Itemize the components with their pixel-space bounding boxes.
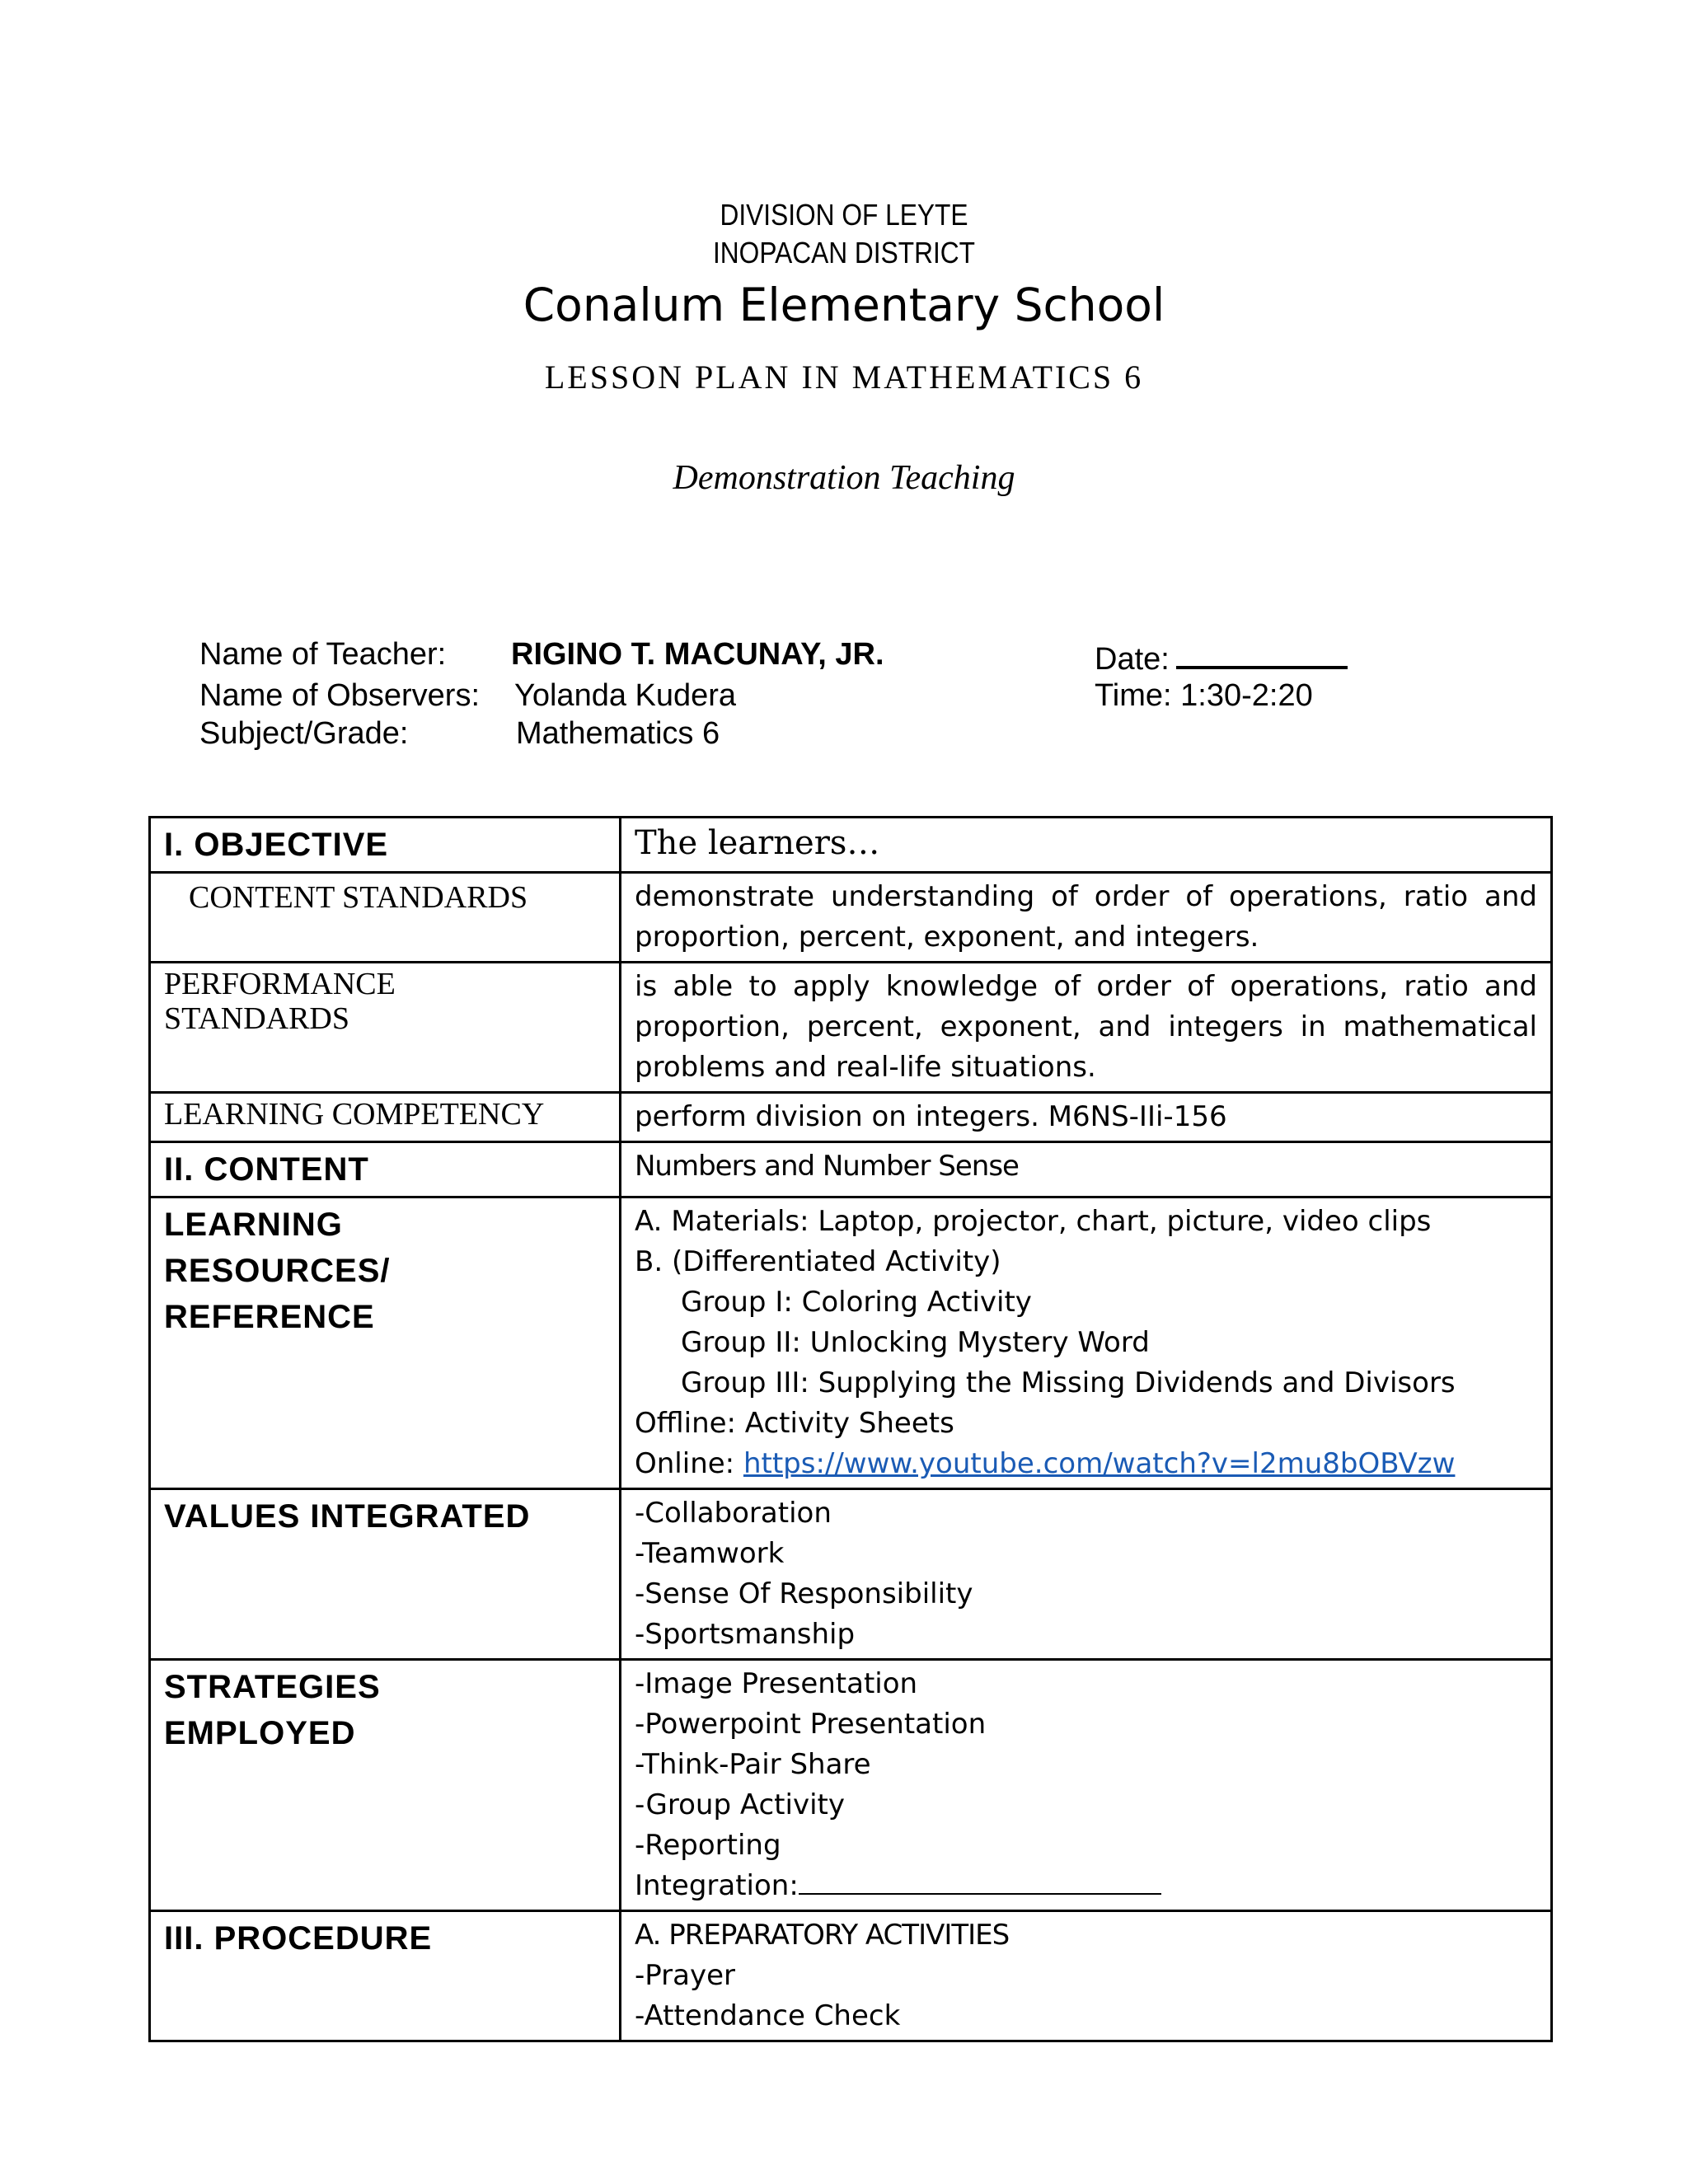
resources-label-cell xyxy=(150,1197,621,1489)
procedure-value-cell xyxy=(621,1911,1552,2041)
performance-standards-value: is able to apply knowledge of order of operations, ratio and proportion, percent, exponent, and integers in mathematical problems and real-life situations. xyxy=(635,970,1537,1084)
integration-line xyxy=(635,1866,1537,1906)
teacher-label: Name of Teacher: xyxy=(199,637,447,672)
table-row-performance-standards xyxy=(150,963,1552,1093)
strategies-item: -Powerpoint Presentation xyxy=(635,1708,987,1741)
strategies-label-line1: STRATEGIES xyxy=(164,1669,381,1705)
competency-label-cell xyxy=(150,1093,621,1142)
resources-item: A. Materials: Laptop, projector, chart, picture, video clips xyxy=(635,1205,1432,1238)
procedure-item: A. PREPARATORY ACTIVITIES xyxy=(635,1919,1010,1952)
objective-value-cell xyxy=(621,818,1552,873)
strategies-value-cell xyxy=(621,1660,1552,1911)
resources-item: Group II: Unlocking Mystery Word xyxy=(681,1326,1150,1359)
procedure-label-cell xyxy=(150,1911,621,2041)
values-item: -Teamwork xyxy=(635,1537,785,1570)
youtube-link[interactable]: https://www.youtube.com/watch?v=l2mu8bOBVzw xyxy=(743,1447,1456,1480)
procedure-item: -Prayer xyxy=(635,1959,736,1992)
lesson-plan-title: LESSON PLAN IN MATHEMATICS 6 xyxy=(544,359,1144,396)
resources-item: Group I: Coloring Activity xyxy=(681,1286,1032,1319)
table-row-content xyxy=(150,1142,1552,1197)
content-standards-label: CONTENT STANDARDS xyxy=(189,880,528,915)
division-title: DIVISION OF LEYTE xyxy=(720,198,968,232)
content-value: Numbers and Number Sense xyxy=(635,1150,1019,1183)
procedure-label: III. PROCEDURE xyxy=(164,1920,433,1957)
values-item: -Sense Of Responsibility xyxy=(635,1577,973,1610)
values-label-cell xyxy=(150,1489,621,1660)
content-standards-label-cell xyxy=(150,873,621,963)
demonstration-subtitle: Demonstration Teaching xyxy=(673,459,1015,497)
strategies-item: -Image Presentation xyxy=(635,1667,918,1700)
performance-standards-value-cell xyxy=(621,963,1552,1093)
content-label: II. CONTENT xyxy=(164,1151,369,1188)
school-name: Conalum Elementary School xyxy=(523,279,1165,331)
resources-online xyxy=(635,1444,1537,1484)
table-row-content-standards xyxy=(150,873,1552,963)
table-row-learning-competency xyxy=(150,1093,1552,1142)
integration-blank xyxy=(799,1868,1161,1895)
resources-label-line3: REFERENCE xyxy=(164,1299,375,1335)
integration-label: Integration: xyxy=(635,1869,799,1902)
competency-value: perform division on integers. M6NS-IIi-156 xyxy=(635,1100,1227,1133)
observers-value: Yolanda Kudera xyxy=(514,678,737,713)
competency-label: LEARNING COMPETENCY xyxy=(164,1097,545,1132)
resources-item: B. (Differentiated Activity) xyxy=(635,1245,1001,1278)
strategies-item: -Think-Pair Share xyxy=(635,1748,871,1781)
resources-item: Offline: Activity Sheets xyxy=(635,1407,954,1440)
content-value-cell xyxy=(621,1142,1552,1197)
content-label-cell xyxy=(150,1142,621,1197)
table-row-objective xyxy=(150,818,1552,873)
objective-value: The learners… xyxy=(635,824,880,862)
content-standards-value-cell xyxy=(621,873,1552,963)
lesson-plan-table xyxy=(148,816,1553,2042)
competency-value-cell xyxy=(621,1093,1552,1142)
performance-standards-label-cell xyxy=(150,963,621,1093)
resources-label-line2: RESOURCES/ xyxy=(164,1253,391,1289)
observers-label: Name of Observers: xyxy=(199,678,480,713)
performance-label-line1: PERFORMANCE xyxy=(164,967,396,1001)
table-row-procedure xyxy=(150,1911,1552,2041)
strategies-label-line2: EMPLOYED xyxy=(164,1715,356,1751)
strategies-item: -Group Activity xyxy=(635,1788,845,1821)
table-row-strategies xyxy=(150,1660,1552,1911)
values-label: VALUES INTEGRATED xyxy=(164,1498,531,1535)
online-label: Online: xyxy=(635,1447,743,1480)
strategies-label-cell xyxy=(150,1660,621,1911)
objective-label-cell xyxy=(150,818,621,873)
time-label: Time: 1:30-2:20 xyxy=(1095,678,1313,713)
table-row-learning-resources xyxy=(150,1197,1552,1489)
content-standards-value: demonstrate understanding of order of operations, ratio and proportion, percent, exponent, and integers. xyxy=(635,880,1537,954)
resources-value-cell xyxy=(621,1197,1552,1489)
values-item: -Sportsmanship xyxy=(635,1618,856,1651)
teacher-value: RIGINO T. MACUNAY, JR. xyxy=(511,637,884,672)
subject-value: Mathematics 6 xyxy=(516,716,720,751)
table-row-values xyxy=(150,1489,1552,1660)
objective-label: I. OBJECTIVE xyxy=(164,827,389,863)
resources-item: Group III: Supplying the Missing Dividends and Divisors xyxy=(681,1366,1456,1399)
resources-label-line1: LEARNING xyxy=(164,1207,343,1243)
procedure-item: -Attendance Check xyxy=(635,1999,901,2032)
date-label: Date: xyxy=(1095,642,1170,677)
subject-label: Subject/Grade: xyxy=(199,716,409,751)
date-blank-line xyxy=(1176,635,1348,669)
strategies-item: -Reporting xyxy=(635,1829,781,1862)
date-field xyxy=(1095,635,1348,679)
values-value-cell xyxy=(621,1489,1552,1660)
district-title: INOPACAN DISTRICT xyxy=(712,236,975,269)
performance-label-line2: STANDARDS xyxy=(164,1001,349,1036)
values-item: -Collaboration xyxy=(635,1497,832,1530)
